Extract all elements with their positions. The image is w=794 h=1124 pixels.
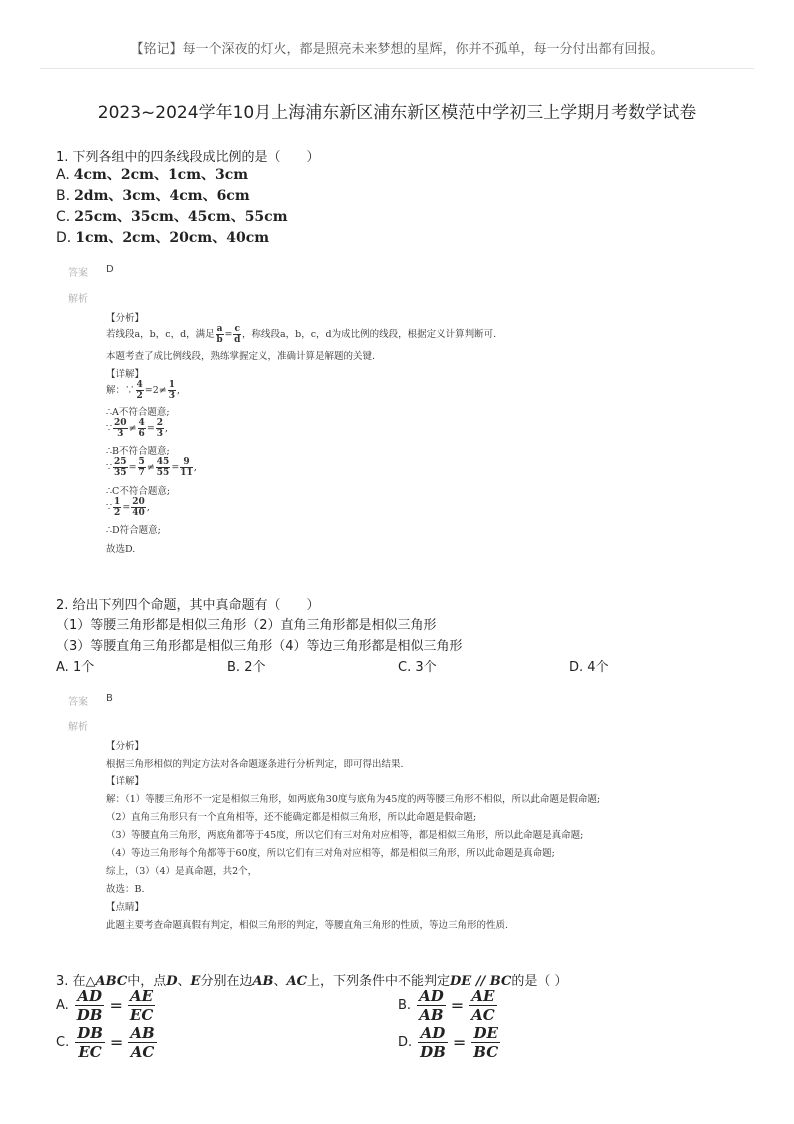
denominator: 35 [114, 468, 127, 478]
denominator: 2 [136, 391, 143, 401]
equals-sign: = [109, 1033, 124, 1052]
solution-line: （4）等边三角形每个角都等于60度，所以它们有三对角对应相等，都是相似三角形，所以此命题是真命题; [106, 848, 555, 859]
numerator: AB [130, 1024, 155, 1042]
solution-text: = [146, 423, 155, 434]
option-letter: D. [56, 230, 72, 246]
fraction [168, 380, 176, 401]
fraction [136, 380, 144, 401]
fraction [180, 457, 193, 478]
fraction [128, 1024, 156, 1061]
solution-line: 此题主要考查命题真假有判定，相似三角形的判定，等腰直角三角形的性质，等边三角形的性质. [106, 920, 509, 931]
denominator: 6 [138, 429, 145, 439]
solution-line: 综上，（3）（4）是真命题，共2个， [106, 866, 258, 877]
numerator: 2 [156, 418, 164, 428]
math-term: // [471, 974, 490, 989]
question-1-option-b [56, 185, 250, 205]
fraction [216, 324, 224, 345]
fraction [75, 1024, 105, 1061]
solution-line: 故选：B. [106, 884, 145, 895]
numerator: 1 [168, 380, 176, 390]
solution-text: 解：∵ [106, 385, 135, 396]
question-2-stem: 2. 给出下列四个命题，其中真命题有（ ） [56, 598, 320, 613]
denominator: 3 [117, 429, 124, 439]
numerator: 45 [156, 457, 170, 467]
stem-text: 的是（ ） [511, 974, 568, 989]
option-letter: C. [56, 1035, 70, 1050]
fraction [138, 418, 146, 439]
fraction [418, 1024, 448, 1061]
solution-line: ∴D符合题意; [106, 525, 161, 536]
option-text: 3个 [415, 660, 437, 675]
fraction [75, 987, 105, 1024]
math-term: AC [286, 974, 307, 989]
question-2-line: （1）等腰三角形都是相似三角形（2）直角三角形都是相似三角形 [56, 618, 437, 633]
question-1-option-c [56, 206, 288, 226]
math-term: AB [252, 974, 274, 989]
math-term: D [166, 974, 178, 989]
divider [40, 68, 754, 69]
numerator: DE [471, 1024, 500, 1043]
option-letter: A. [56, 660, 69, 675]
option-text: 2个 [244, 660, 266, 675]
fraction [233, 324, 240, 345]
answer-value: D [106, 264, 114, 275]
solution-line [106, 497, 150, 518]
solution-line [106, 380, 180, 401]
math-term: E [190, 974, 201, 989]
solution-heading: 【点睛】 [106, 902, 145, 913]
numerator: 20 [114, 418, 127, 428]
solution-text: , [165, 423, 169, 434]
option-letter: B. [398, 998, 412, 1013]
motto-banner: 【铭记】每一个深夜的灯火，都是照亮未来梦想的星辉，你并不孤单，每一分付出都有回报。 [130, 42, 664, 57]
fraction [469, 987, 497, 1024]
stem-text: 分别在边 [200, 974, 253, 989]
numerator: 4 [136, 380, 143, 390]
denominator: DB [76, 1006, 103, 1024]
equals-sign: = [109, 996, 123, 1015]
solution-text: ∵ [106, 423, 113, 434]
question-1-option-a [56, 164, 248, 184]
numerator: c [234, 324, 240, 334]
fraction [156, 457, 171, 478]
solution-line: ∴C不符合题意; [106, 486, 171, 497]
numerator: AE [128, 987, 155, 1006]
solution-text: =2≠ [144, 385, 167, 396]
option-letter: C. [398, 660, 412, 675]
numerator: AE [469, 987, 497, 1006]
math-term: BC [489, 974, 512, 989]
solution-line: 解：（1）等腰三角形不一定是相似三角形，如两底角30度与底角为45度的两等腰三角形不相似，所以此命题是假命题; [106, 794, 601, 805]
question-3-option-a [56, 987, 155, 1024]
option-letter: D. [398, 1035, 413, 1050]
question-2-option-a [56, 656, 94, 675]
stem-text: 中，点 [127, 974, 167, 989]
fraction [471, 1024, 500, 1061]
solution-line: （3）等腰直角三角形，两底角都等于45度，所以它们有三对角对应相等，都是相似三角形，所以此命题是真命题; [106, 830, 584, 841]
solution-line: 根据三角形相似的判定方法对各命题逐条进行分析判定，即可得出结果. [106, 759, 404, 770]
numerator: a [216, 324, 223, 334]
solution-line: 故选D. [106, 544, 136, 555]
solution-heading: 【分析】 [106, 741, 145, 752]
option-letter: B. [227, 660, 241, 675]
option-text: 2dm、3cm、4cm、6cm [74, 188, 250, 204]
stem-text: 3. 在△ [56, 974, 96, 989]
fraction [128, 987, 155, 1024]
question-3-option-d [398, 1024, 500, 1061]
option-text: 1个 [72, 660, 95, 675]
option-text: 4cm、2cm、1cm、3cm [73, 167, 249, 183]
fraction [138, 457, 146, 478]
solution-heading: 【详解】 [106, 776, 145, 787]
analysis-label: 解析 [68, 722, 88, 733]
solution-text: , [177, 385, 181, 396]
numerator: 4 [138, 418, 145, 428]
solution-text: = [122, 502, 131, 513]
stem-text: 、 [177, 974, 191, 989]
numerator: 20 [132, 497, 145, 507]
solution-text: = [128, 462, 137, 473]
numerator: AD [418, 1024, 448, 1043]
solution-text: = [224, 329, 233, 340]
fraction [113, 497, 121, 518]
denominator: 3 [168, 391, 176, 401]
solution-line: （2）直角三角形只有一个直角相等，还不能确定都是相似三角形，所以此命题是假命题; [106, 812, 477, 823]
solution-line [106, 324, 496, 345]
solution-line [106, 418, 168, 439]
solution-text: , [146, 502, 150, 513]
solution-heading: 【详解】 [106, 369, 145, 380]
solution-text: 若线段a，b，c，d，满足 [106, 329, 215, 340]
numerator: 1 [114, 497, 121, 507]
numerator: AD [75, 987, 105, 1006]
denominator: AB [419, 1006, 444, 1024]
denominator: 11 [180, 468, 193, 478]
solution-text: ≠ [146, 462, 155, 473]
question-2-option-c [398, 656, 437, 675]
solution-line: ∴B不符合题意; [106, 446, 170, 457]
stem-text: 、 [273, 974, 287, 989]
denominator: AC [471, 1006, 495, 1024]
denominator: EC [129, 1006, 154, 1024]
math-term: ABC [95, 974, 128, 989]
fraction [131, 497, 146, 518]
denominator: 7 [138, 468, 145, 478]
denominator: d [234, 335, 241, 345]
solution-text: ≠ [128, 423, 137, 434]
solution-heading: 【分析】 [106, 313, 145, 324]
solution-line [106, 457, 197, 478]
numerator: DB [77, 1024, 103, 1042]
solution-text: = [171, 462, 180, 473]
solution-text: ∵ [106, 502, 113, 513]
math-term: DE [450, 974, 472, 989]
fraction [156, 418, 164, 439]
question-2-line: （3）等腰直角三角形都是相似三角形（4）等边三角形都是相似三角形 [56, 639, 463, 654]
denominator: 40 [132, 508, 145, 518]
option-letter: D. [569, 660, 584, 675]
denominator: 2 [114, 508, 121, 518]
analysis-label: 解析 [68, 294, 88, 305]
option-letter: C. [56, 209, 71, 225]
option-letter: A. [56, 998, 69, 1013]
question-2-option-b [227, 656, 265, 675]
answer-label: 答案 [68, 697, 88, 708]
solution-text: , [193, 462, 197, 473]
numerator: 25 [114, 457, 127, 467]
solution-line: ∴A不符合题意; [106, 407, 170, 418]
question-1-option-d [56, 227, 269, 247]
solution-text: ，称线段a，b，c，d为成比例的线段，根据定义计算判断可. [241, 329, 497, 340]
option-text: 4个 [587, 660, 609, 675]
denominator: 55 [156, 468, 170, 478]
answer-value: B [106, 693, 113, 704]
denominator: 3 [156, 429, 164, 439]
equals-sign: = [450, 996, 465, 1015]
denominator: EC [78, 1043, 102, 1061]
equals-sign: = [452, 1033, 467, 1052]
numerator: 5 [138, 457, 145, 467]
question-3-option-c [56, 1024, 157, 1061]
stem-text: 上，下列条件中不能判定 [307, 974, 451, 989]
fraction [113, 418, 128, 439]
solution-text: ∵ [106, 462, 113, 473]
numerator: 9 [180, 457, 193, 468]
option-text: 25cm、35cm、45cm、55cm [74, 209, 288, 225]
denominator: AC [130, 1043, 155, 1061]
question-3-option-b [398, 987, 497, 1024]
fraction [417, 987, 446, 1024]
denominator: DB [420, 1043, 446, 1061]
solution-line: 本题考查了成比例线段，熟练掌握定义，准确计算是解题的关键. [106, 351, 376, 362]
option-text: 1cm、2cm、20cm、40cm [75, 230, 270, 246]
question-2-option-d [569, 656, 609, 675]
numerator: AD [419, 987, 444, 1005]
fraction [113, 457, 128, 478]
option-letter: A. [56, 167, 70, 183]
answer-label: 答案 [68, 268, 88, 279]
denominator: BC [473, 1043, 499, 1061]
option-letter: B. [56, 188, 71, 204]
denominator: b [216, 335, 223, 345]
question-1-stem: 1. 下列各组中的四条线段成比例的是（ ） [56, 150, 320, 165]
page-title: 2023~2024学年10月上海浦东新区浦东新区模范中学初三上学期月考数学试卷 [97, 103, 697, 123]
